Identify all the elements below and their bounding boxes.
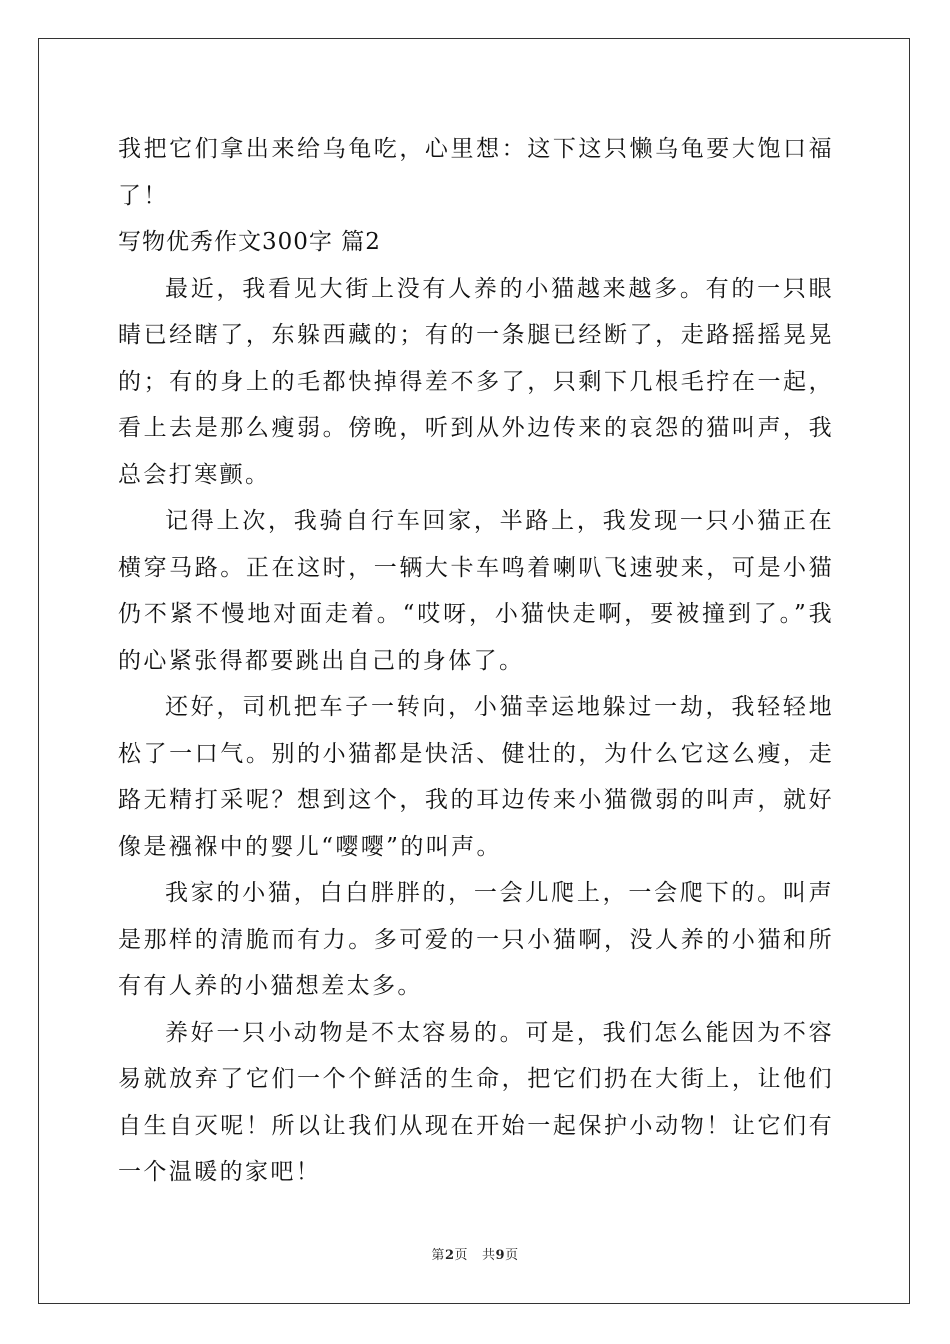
page-number: 第2页 [431, 1248, 468, 1263]
total-pages: 共9页 [482, 1248, 519, 1263]
page-footer [0, 1244, 950, 1263]
paragraph-6: 我家的小猫，白白胖胖的，一会儿爬上，一会爬下的。叫声是那样的清脆而有力。多可爱的一只小猫啊，没人养的小猫和所有有人养的小猫想差太多。 [118, 880, 834, 999]
paragraph-4: 记得上次，我骑自行车回家，半路上，我发现一只小猫正在横穿马路。正在这时，一辆大卡车鸣着喇叭飞速驶来，可是小猫仍不紧不慢地对面走着。“哎呀，小猫快走啊，要被撞到了。”我的心紧张得都要跳出自己的身体了。 [118, 508, 834, 674]
paragraph-7: 养好一只小动物是不太容易的。可是，我们怎么能因为不容易就放弃了它们一个个鲜活的生命，把它们扔在大街上，让他们自生自灭呢！所以让我们从现在开始一起保护小动物！让它们有一个温暖的家吧！ [118, 1019, 834, 1185]
total-page-number: 9 [495, 1248, 506, 1263]
paragraph-3: 最近，我看见大街上没有人养的小猫越来越多。有的一只眼睛已经瞎了，东躲西藏的；有的一条腿已经断了，走路摇摇晃晃的；有的身上的毛都快掉得差不多了，只剩下几根毛拧在一起，看上去是那么瘦弱。傍晚，听到从外边传来的哀怨的猫叫声，我总会打寒颤。 [118, 275, 834, 488]
section-heading: 写物优秀作文300字 篇2 [118, 229, 381, 255]
current-page-number: 2 [444, 1248, 455, 1263]
paragraph-5: 还好，司机把车子一转向，小猫幸运地躲过一劫，我轻轻地松了一口气。别的小猫都是快活、健壮的，为什么它这么瘦，走路无精打采呢？想到这个，我的耳边传来小猫微弱的叫声，就好像是襁褓中的婴儿“嘤嘤”的叫声。 [118, 694, 834, 860]
document-body [118, 126, 834, 1196]
paragraph-1: 我把它们拿出来给乌龟吃，心里想：这下这只懒乌龟要大饱口福了！ [118, 136, 834, 209]
